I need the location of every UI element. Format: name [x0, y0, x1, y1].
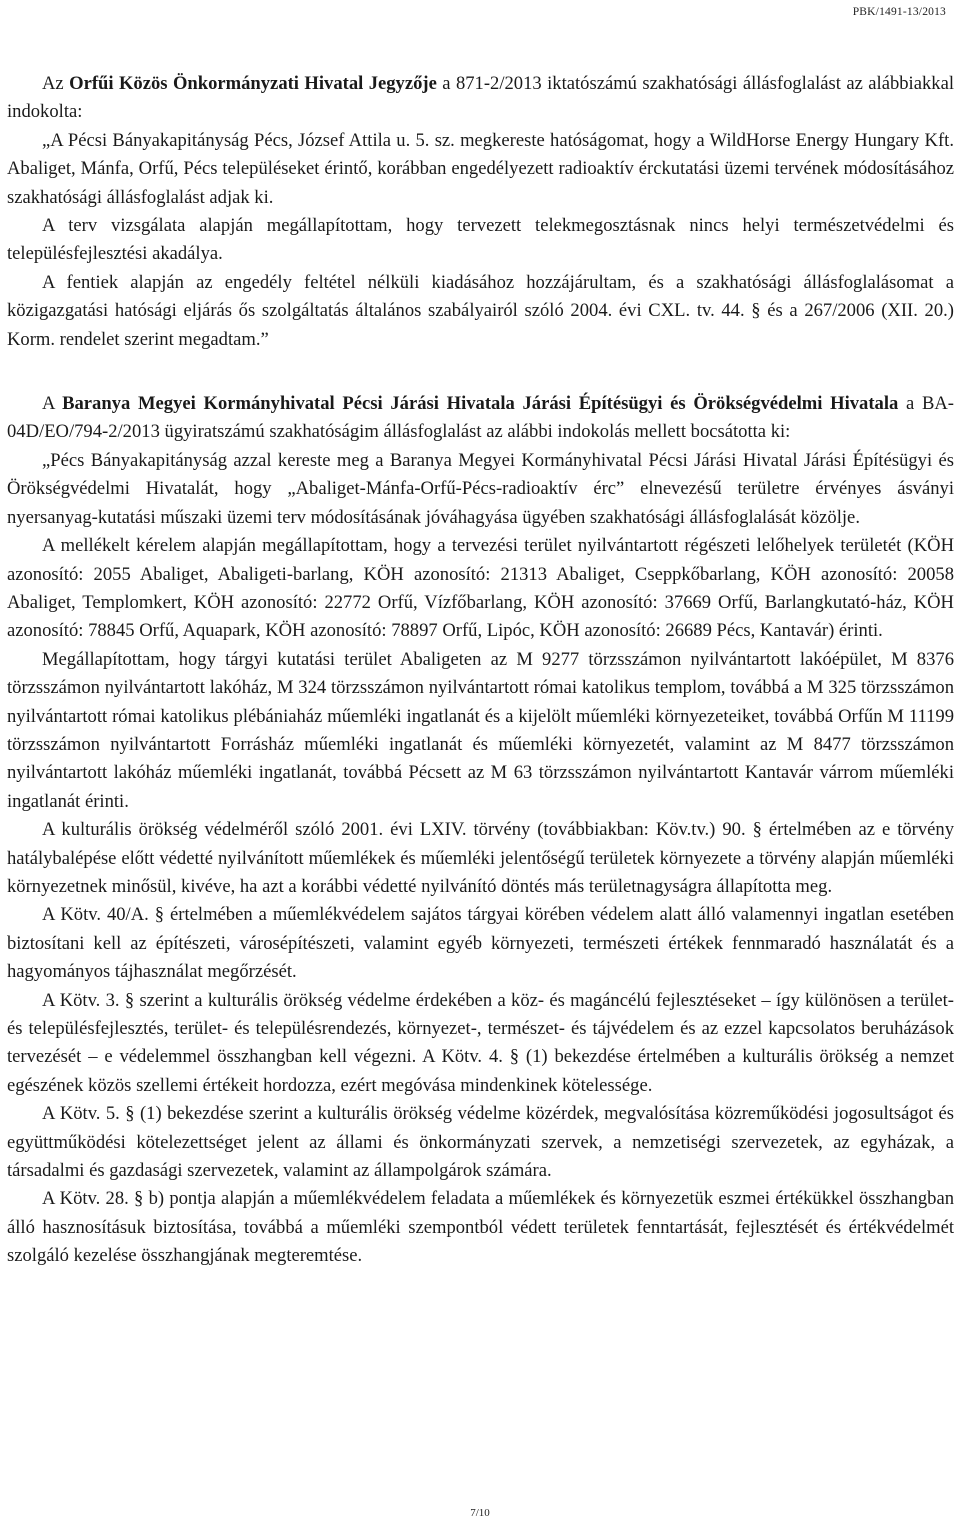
document-id: PBK/1491-13/2013 [852, 6, 946, 18]
page-content [7, 70, 954, 1271]
page-number: 7/10 [470, 1507, 490, 1519]
section2-paragraph: A mellékelt kérelem alapján megállapítottam, hogy a tervezési terület nyilvántartott régészeti lelőhelyek területét (KÖH azonosító: 2055 Abaliget, Abaligeti-barlang, KÖH azonosító: 21313 Abaliget, Cseppkőbarlang, KÖH azonosító: 20058 Abaliget, Templomkert, KÖH azonosító: 22772 Orfű, Vízfőbarlang, KÖH azonosító: 37669 Orfű, Barlangkutató-ház, KÖH azonosító: 78845 Orfű, Aquapark, KÖH azonosító: 78897 Orfű, Lipóc, KÖH azonosító: 26689 Pécs, Kantavár) érinti. [7, 535, 954, 642]
section2-paragraph: Megállapítottam, hogy tárgyi kutatási terület Abaligeten az M 9277 törzsszámon nyilvántartott lakóépület, M 8376 törzsszámon nyilvántartott lakóház, M 324 törzsszámon nyilvántartott római katolikus templom, továbbá a M 325 törzsszámon nyilvántartott római katolikus plébániaház műemléki ingatlanát és a kijelölt műemléki környezeteiket, továbbá Orfűn M 11199 törzsszámon nyilvántartott Forrásház műemléki ingatlanát és műemléki környezetét, valamint az M 8477 törzsszámon nyilvántartott lakóház műemléki ingatlanát, továbbá Pécsett az M 63 törzsszámon nyilvántartott Kantavár várrom műemléki ingatlanát érinti. [7, 648, 954, 812]
section2-intro-pre: A [42, 393, 63, 415]
section2-paragraph: „Pécs Bányakapitányság azzal kereste meg a Baranya Megyei Kormányhivatal Pécsi Járási Hivatal Járási Építésügyi és Örökségvédelmi Hivatalát, hogy „Abaliget-Mánfa-Orfű-Pécs-radioaktív érc” elnevezésű területre érvényes ásványi nyersanyag-kutatási műszaki üzemi terv módosításának jóváhagyása ügyében szakhatósági állásfoglalását közölje. [7, 449, 954, 528]
section2-intro [7, 390, 954, 447]
section-gap [7, 354, 954, 390]
section1-paragraph: A fentiek alapján az engedély feltétel nélküli kiadásához hozzájárultam, és a szakhatósági állásfoglalásomat a közigazgatási hatósági eljárás ős szolgáltatás általános szabályairól szóló 2004. évi CXL. tv. 44. § és a 267/2006 (XII. 20.) Korm. rendelet szerint megadtam.” [7, 271, 954, 350]
section2-paragraph: A Kötv. 40/A. § értelmében a műemlékvédelem sajátos tárgyai körében védelem alatt álló valamennyi ingatlan esetében biztosítani kell az építészeti, városépítészeti, valamint egyéb környezeti, természeti értékek fennmaradó használatát és a hagyományos tájhasználat megőrzését. [7, 904, 954, 983]
section1-intro-post: a 871-2/2013 iktatószámú szakhatósági állásfoglalást az alábbiakkal indokolta: [7, 73, 954, 123]
section1-intro-pre: Az [42, 73, 70, 94]
section1-paragraph: „A Pécsi Bányakapitányság Pécs, József Attila u. 5. sz. megkereste hatóságomat, hogy a WildHorse Energy Hungary Kft. Abaliget, Mánfa, Orfű, Pécs településeket érintő, korábban engedélyezett radioaktív érckutatási üzemi tervének módosításához szakhatósági állásfoglalást adjak ki. [7, 129, 954, 208]
section2-intro-post: a BA-04D/EO/794-2/2013 ügyiratszámú szakhatóságim állásfoglalást az alábbi indokolás mellett bocsátotta ki: [7, 393, 954, 443]
section2-authority: Baranya Megyei Kormányhivatal Pécsi Járási Hivatala Járási Építésügyi és Örökségvédelmi Hivatala [62, 393, 899, 415]
section1-intro [7, 70, 954, 127]
section2-paragraph: A Kötv. 28. § b) pontja alapján a műemlékvédelem feladata a műemlékek és környezetük eszmei értékükkel összhangban álló hasznosításuk biztosítása, továbbá a műemléki szempontból védett területek fenntartását, fejlesztését és értékvédelmét szolgáló kezelése összhangjának megteremtése. [7, 1188, 954, 1267]
section2-paragraph: A kulturális örökség védelméről szóló 2001. évi LXIV. törvény (továbbiakban: Köv.tv.) 90. § értelmében az e törvény hatálybalépése előtt védetté nyilvánított műemlékek és műemléki jelentőségű területek környezete a törvény alapján műemléki környezetnek minősül, kivéve, ha azt a korábbi védetté nyilvánító döntés más területnagyságra állapította meg. [7, 819, 954, 897]
section2-paragraph: A Kötv. 3. § szerint a kulturális örökség védelme érdekében a köz- és magáncélú fejlesztéseket – így különösen a terület- és településfejlesztés, terület- és településrendezés, környezet-, természet- és tájvédelem és az ezzel kapcsolatos beruházások tervezését – e védelemmel összhangban kell végezni. A Kötv. 4. § (1) bekezdése értelmében a kulturális örökség a nemzet egészének közös szellemi értékeit hordozza, ezért megóvása mindenkinek kötelessége. [7, 989, 954, 1096]
section1-authority: Orfűi Közös Önkormányzati Hivatal Jegyzője [69, 73, 437, 94]
section2-paragraph: A Kötv. 5. § (1) bekezdése szerint a kulturális örökség védelme közérdek, megvalósítása közreműködési jogosultságot és együttműködési kötelezettséget jelent az állami és önkormányzati szervek, a nemzetiségi szervezetek, az egyházak, a társadalmi és gazdasági szervezetek, valamint az állampolgárok számára. [7, 1103, 954, 1182]
section1-paragraph: A terv vizsgálata alapján megállapítottam, hogy tervezett telekmegosztásnak nincs helyi természetvédelmi és településfejlesztési akadálya. [7, 215, 954, 265]
